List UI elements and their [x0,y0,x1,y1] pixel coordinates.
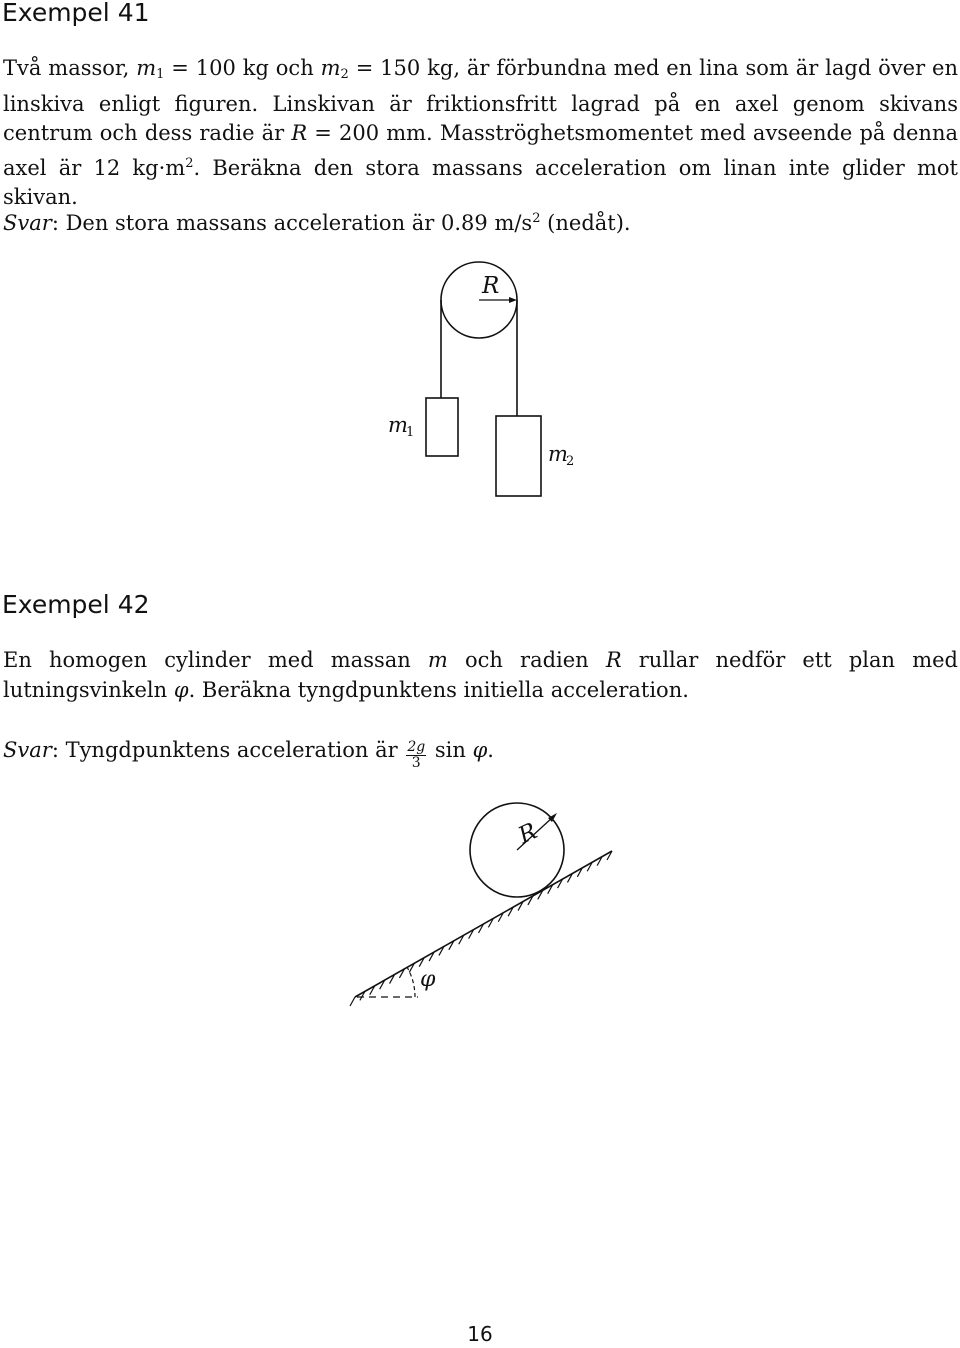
mass-m1-label: m [388,413,408,437]
mass-m2-subscript: 2 [566,454,575,469]
answer-fraction: $\frac{2g}{3}$ [407,739,426,771]
cylinder-radius-label: R [514,818,542,850]
angle-arc [407,967,415,997]
hatch-mark [350,997,355,1006]
angle-label: φ [420,967,436,992]
incline-figure [0,790,960,1020]
mass-m2-label: m [548,442,568,466]
pulley-radius-label: R [482,273,500,299]
example-42-title: Exempel 42 [2,590,150,619]
radius-arrowhead [509,297,517,303]
mass-m1-subscript: 1 [406,425,415,440]
example-41-title: Exempel 41 [2,0,150,27]
example-42-answer: Svar: Tyngdpunktens acceleration är $\frac{2g}{3}$ sin φ. [3,738,494,771]
example-41-answer: Svar: Den stora massans acceleration är 0.89 $m/s^2$ (nedåt). [3,211,631,235]
mass-m1-box [426,398,458,456]
page-number: 16 [467,1322,493,1346]
incline-hatching [350,851,612,1006]
example-41-text: Två massor, $m_1 = 100$ kg och $m_2 = 150$ kg, är förbundna med en lina som är lagd över en linskiva enligt figuren. Linskivan är friktionsfritt lagrad på en axel genom skivans centrum och dess radie är R = 200 mm. Masströghetsmomentet med avseende på denna axel är 12 $kg\cdot m^2$. Beräkna den stora massans acceleration om linan inte glider mot skivan. [3,56,958,209]
mass-m2-box [496,416,541,496]
pulley-figure [0,255,960,515]
example-42-text: En homogen cylinder med massan m och radien R rullar nedför ett plan med lutningsvinkeln φ. Beräkna tyngdpunktens initiella acceleration. [3,648,958,702]
